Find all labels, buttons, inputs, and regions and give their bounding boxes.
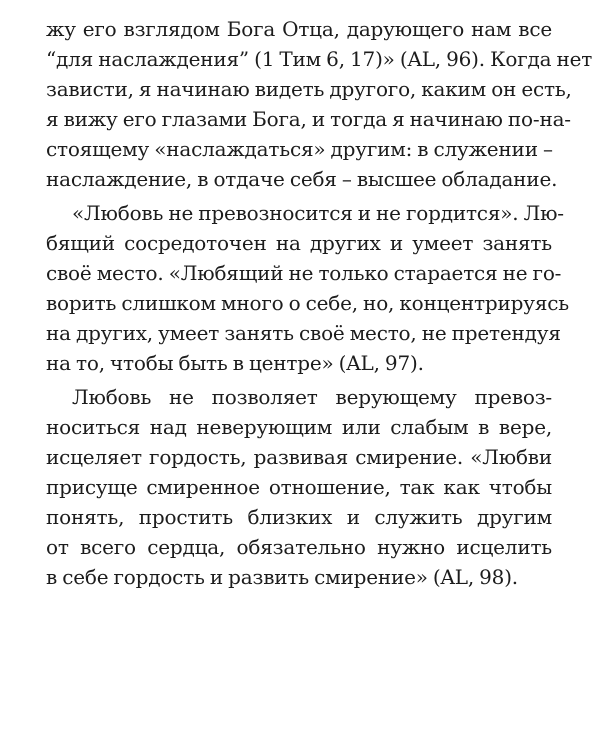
text-line: от всего сердца, обязательно нужно исцелить bbox=[46, 535, 552, 559]
text-line: «Любовь не превозносится и не гордится». Лю- bbox=[72, 201, 564, 225]
text-line: своё место. «Любящий не только старается не го- bbox=[46, 261, 562, 285]
book-page bbox=[46, 14, 593, 714]
text-line: носиться над неверующим или слабым в вере, bbox=[46, 415, 552, 439]
text-line: на других, умеет занять своё место, не претендуя bbox=[46, 321, 561, 345]
text-line: бящий сосредоточен на других и умеет занять bbox=[46, 231, 552, 255]
text-line: исцеляет гордость, развивая смирение. «Любви bbox=[46, 445, 552, 469]
text-line: я вижу его глазами Бога, и тогда я начинаю по-на- bbox=[46, 107, 571, 131]
text-line: жу его взглядом Бога Отца, дарующего нам все bbox=[46, 17, 552, 41]
text-line: стоящему «наслаждаться» другим: в служении – bbox=[46, 137, 553, 161]
paragraph-3 bbox=[46, 382, 552, 592]
text-line: наслаждение, в отдаче себя – высшее обладание. bbox=[46, 167, 558, 191]
text-line: на то, чтобы быть в центре» (AL, 97). bbox=[46, 351, 424, 375]
text-line: зависти, я начинаю видеть другого, каким он есть, bbox=[46, 77, 572, 101]
text-line: ворить слишком много о себе, но, концентрируясь bbox=[46, 291, 569, 315]
text-line: “для наслаждения” (1 Тим 6, 17)» (AL, 96). Когда нет bbox=[46, 47, 593, 71]
text-line: присуще смиренное отношение, так как чтобы bbox=[46, 475, 552, 499]
paragraph-2 bbox=[46, 198, 569, 378]
paragraph-1 bbox=[46, 14, 593, 194]
text-line: понять, простить близких и служить другим bbox=[46, 505, 552, 529]
text-line: Любовь не позволяет верующему превоз- bbox=[72, 385, 552, 409]
text-line: в себе гордость и развить смирение» (AL, 98). bbox=[46, 565, 518, 589]
